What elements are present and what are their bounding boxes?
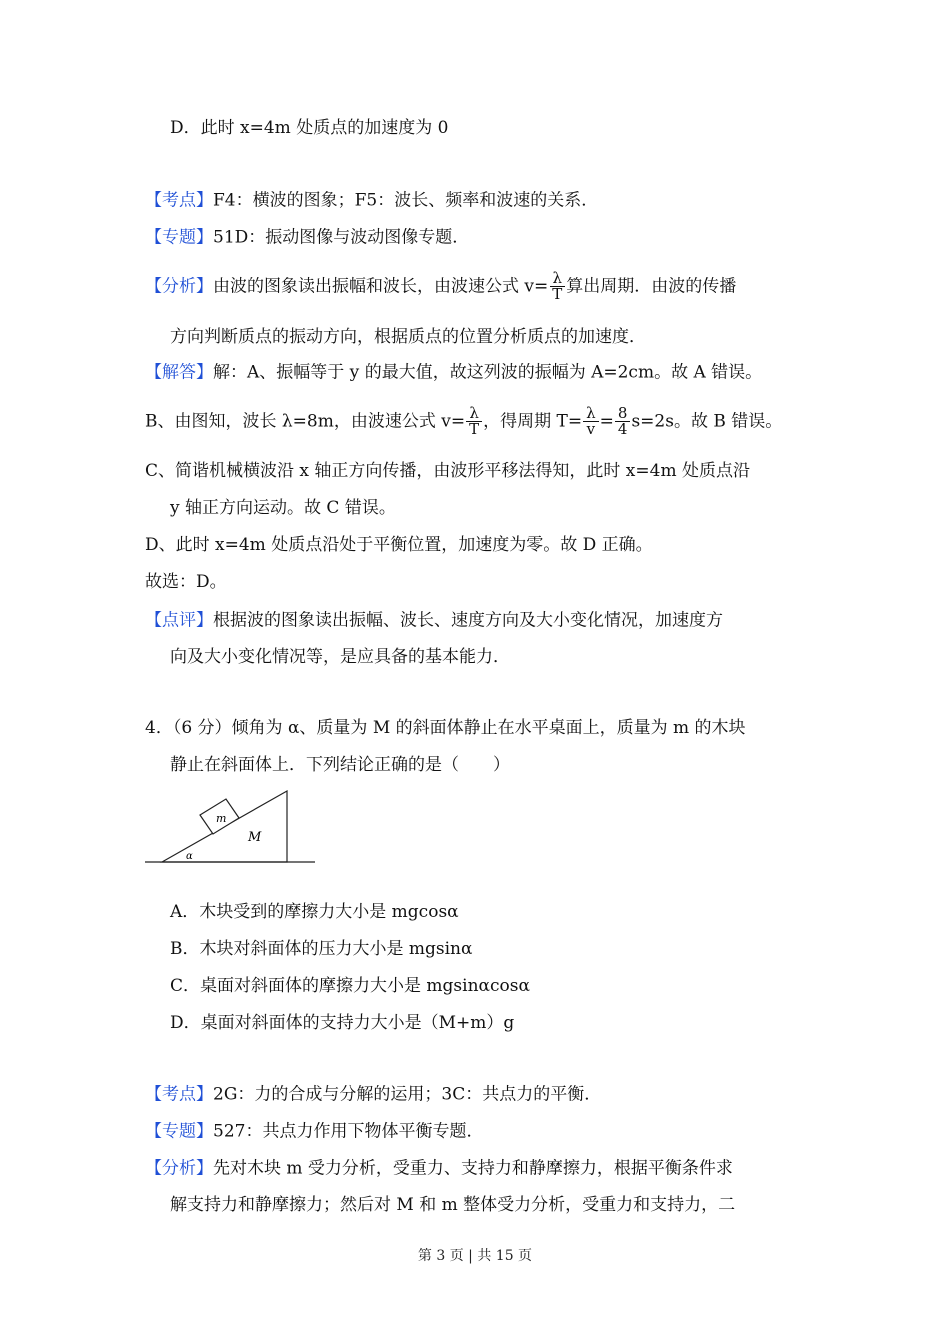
q3-fenxi [145, 271, 736, 302]
text: B、由图知，波长 λ=8m，由波速公式 v= [145, 411, 466, 432]
fenxi-text: 算出周期．由波的传播 [566, 276, 737, 297]
denominator: v [586, 420, 596, 438]
q4-fenxi-cont: 解支持力和静摩擦力；然后对 M 和 m 整体受力分析，受重力和支持力，二 [170, 1195, 736, 1215]
text: = [599, 411, 614, 432]
kaodian-text: 2G：力的合成与分解的运用；3C：共点力的平衡． [213, 1084, 602, 1105]
numerator: 8 [615, 406, 631, 422]
block-label: m [216, 812, 227, 825]
q3-jieda-b [145, 406, 782, 437]
kaodian-tag: 【考点】 [145, 1084, 213, 1105]
q4-zhuanti [145, 1120, 483, 1143]
q4-fenxi [145, 1157, 733, 1180]
fraction [466, 406, 482, 437]
q3-jieda-c: C、简谐机械横波沿 x 轴正方向传播，由波形平移法得知，此时 x=4m 处质点沿 [145, 461, 750, 481]
jieda-tag: 【解答】 [145, 362, 213, 383]
denominator: 4 [617, 420, 628, 438]
fraction [615, 406, 631, 437]
fraction [583, 406, 599, 437]
fenxi-tag: 【分析】 [145, 276, 213, 297]
q3-fenxi-cont: 方向判断质点的振动方向，根据质点的位置分析质点的加速度． [170, 327, 646, 347]
q4-stem: 4．（6 分）倾角为 α、质量为 M 的斜面体静止在水平桌面上，质量为 m 的木块 [145, 718, 746, 738]
incline-label: M [248, 830, 262, 845]
q3-kaodian [145, 189, 598, 212]
denominator: T [469, 420, 480, 438]
q4-option-a: A．木块受到的摩擦力大小是 mgcosα [170, 902, 459, 922]
q4-option-b: B．木块对斜面体的压力大小是 mgsinα [170, 939, 473, 959]
jieda-text: 解：A、振幅等于 y 的最大值，故这列波的振幅为 A=2cm。故 A 错误。 [213, 362, 763, 383]
q3-dianping-cont: 向及大小变化情况等，是应具备的基本能力． [170, 647, 510, 667]
page-footer: 第 3 页 | 共 15 页 [417, 1248, 533, 1264]
dianping-tag: 【点评】 [145, 610, 213, 631]
fraction [549, 271, 565, 302]
zhuanti-text: 51D：振动图像与波动图像专题． [213, 227, 470, 248]
angle-label: α [186, 851, 193, 862]
q4-option-d: D．桌面对斜面体的支持力大小是（M+m）g [170, 1013, 515, 1033]
denominator: T [552, 285, 563, 303]
q3-dianping [145, 609, 723, 632]
q3-jieda [145, 361, 762, 384]
fenxi-tag: 【分析】 [145, 1158, 213, 1179]
q4-kaodian [145, 1083, 601, 1106]
numerator: λ [550, 271, 566, 287]
q3-jieda-c-cont: y 轴正方向运动。故 C 错误。 [170, 498, 396, 518]
zhuanti-tag: 【专题】 [145, 1121, 213, 1142]
q3-answer: 故选：D。 [145, 572, 227, 592]
numerator: λ [466, 406, 482, 422]
fenxi-text: 由波的图象读出振幅和波长，由波速公式 v= [213, 276, 549, 297]
q3-option-d: D．此时 x=4m 处质点的加速度为 0 [170, 118, 449, 138]
fenxi-text: 先对木块 m 受力分析，受重力、支持力和静摩擦力，根据平衡条件求 [213, 1158, 733, 1179]
q3-zhuanti [145, 226, 469, 249]
q3-jieda-d: D、此时 x=4m 处质点沿处于平衡位置，加速度为零。故 D 正确。 [145, 535, 653, 555]
numerator: λ [583, 406, 599, 422]
text: s=2s。故 B 错误。 [631, 411, 783, 432]
kaodian-tag: 【考点】 [145, 190, 213, 211]
zhuanti-text: 527：共点力作用下物体平衡专题． [213, 1121, 484, 1142]
dianping-text: 根据波的图象读出振幅、波长、速度方向及大小变化情况，加速度方 [213, 610, 723, 631]
q4-stem-cont: 静止在斜面体上．下列结论正确的是（ ） [170, 755, 510, 775]
kaodian-text: F4：横波的图象；F5：波长、频率和波速的关系． [213, 190, 599, 211]
incline-figure [140, 785, 330, 870]
q4-option-c: C．桌面对斜面体的摩擦力大小是 mgsinαcosα [170, 976, 530, 996]
zhuanti-tag: 【专题】 [145, 227, 213, 248]
text: ，得周期 T= [483, 411, 583, 432]
